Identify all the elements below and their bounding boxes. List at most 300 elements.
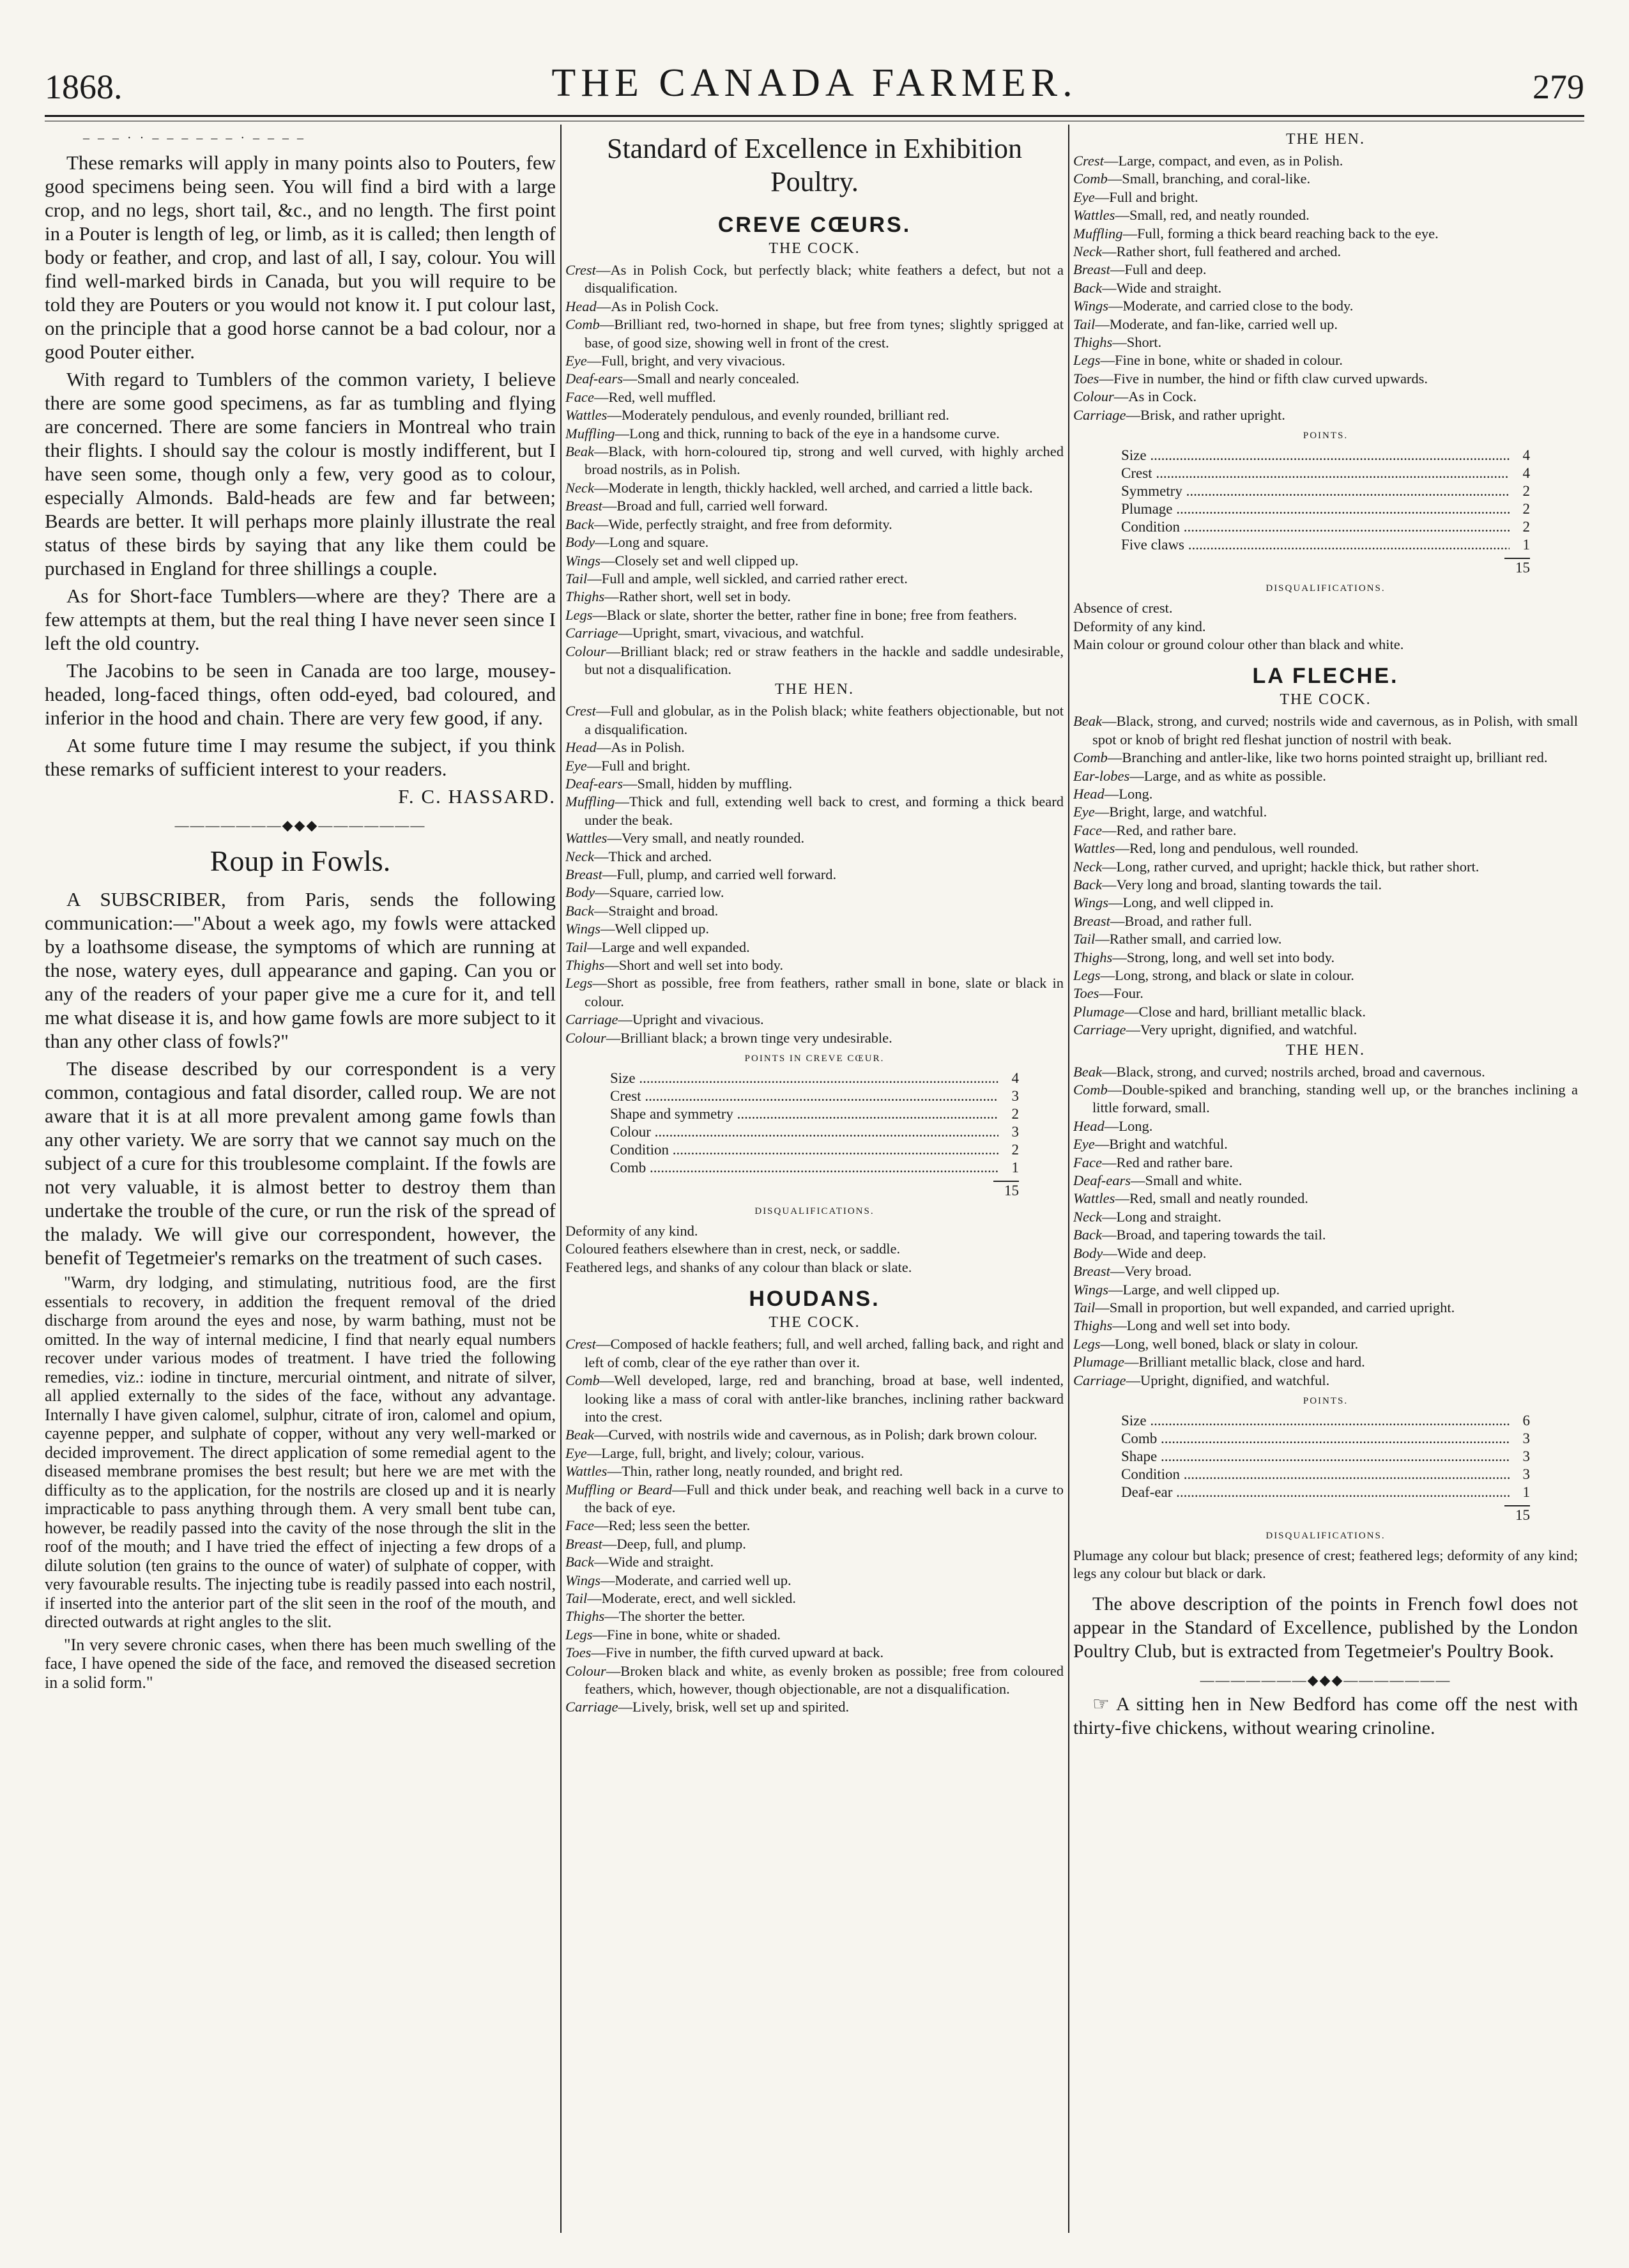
entry-description: Broad, and tapering towards the tail. [1116, 1227, 1326, 1243]
entry-description: Moderate, and carried close to the body. [1122, 298, 1354, 314]
entry-description: Bright, large, and watchful. [1109, 804, 1267, 820]
entry-description: As in Polish Cock, but perfectly black; white feathers a defect, but not a disqualification. [585, 262, 1064, 296]
entry-dash: — [1107, 749, 1122, 766]
standard-entry [565, 1481, 1064, 1517]
entry-description: Full and bright. [601, 757, 691, 774]
entry-dash: — [1108, 894, 1123, 911]
points-row [610, 1087, 1019, 1105]
houdans-points-table [1121, 447, 1530, 577]
section-ornament: ———————◆◆◆——————— [174, 817, 426, 833]
entry-description: As in Polish Cock. [611, 298, 719, 314]
entry-dash: — [596, 739, 611, 756]
entry-term: Breast [1073, 261, 1110, 278]
standard-entry [565, 775, 1064, 793]
entry-description: Very upright, dignified, and watchful. [1140, 1022, 1358, 1038]
points-row [610, 1141, 1019, 1159]
points-row [610, 1105, 1019, 1123]
entry-term: Breast [1073, 1263, 1110, 1280]
entry-term: Tail [565, 1590, 588, 1606]
la-fleche-hen-list [1073, 1063, 1578, 1390]
entry-dash: — [1101, 876, 1117, 893]
standard-entry [565, 516, 1064, 533]
entry-term: Tail [565, 570, 588, 586]
entry-dash: — [1100, 967, 1115, 983]
standard-entry [1073, 261, 1578, 279]
entry-dash: — [586, 353, 602, 369]
entry-description: Very broad. [1124, 1263, 1192, 1280]
standard-entry [1073, 1003, 1578, 1021]
entry-description: Lively, brisk, well set up and spirited. [632, 1699, 850, 1715]
entry-dash: — [1115, 207, 1129, 224]
entry-dash: — [1099, 985, 1113, 1002]
points-label: Condition ..... [1121, 518, 1510, 536]
entry-term: Neck [1073, 1208, 1102, 1225]
entry-dash: — [1103, 153, 1119, 169]
entry-description: Long and square. [609, 534, 709, 551]
entry-dash: — [1122, 225, 1137, 241]
column-3 [1073, 131, 1578, 2233]
standard-entry [1073, 1208, 1578, 1226]
header-year: 1868. [45, 68, 123, 106]
header-rule [45, 115, 1584, 121]
entry-description: Well developed, large, red and branching, broad at base, well indented, looking like a mass of coral with antler-like branches, inclining rather backward into the crest. [585, 1372, 1064, 1425]
standard-entry [1073, 1335, 1578, 1353]
standard-entry [1073, 1299, 1578, 1317]
entry-term: Thighs [1073, 334, 1113, 351]
entry-term: Comb [1073, 749, 1108, 766]
entry-term: Colour [1073, 388, 1114, 405]
entry-dash: — [1129, 767, 1144, 784]
entry-dash: — [593, 848, 609, 864]
entry-term: Thighs [1073, 1317, 1113, 1334]
entry-dash: — [587, 939, 602, 955]
standard-entry [565, 1553, 1064, 1571]
entry-dash: — [1107, 171, 1122, 187]
entry-description: Curved, with nostrils wide and cavernous, as in Polish; dark brown colour. [608, 1427, 1037, 1443]
creve-points-heading: POINTS IN CREVE CŒUR. [744, 1054, 885, 1064]
entry-term: Head [1073, 785, 1105, 802]
creve-coeurs-heading: CREVE CŒURS. [717, 213, 912, 237]
page-header [45, 61, 1584, 118]
entry-dash: — [606, 1029, 621, 1046]
standard-entry [1073, 170, 1578, 188]
entry-description: Moderate, and fan-like, carried well up. [1109, 316, 1338, 332]
entry-dash: — [595, 262, 611, 278]
entry-term: Wings [565, 552, 601, 569]
entry-dash: — [1100, 352, 1115, 369]
entry-dash: — [596, 298, 611, 314]
standard-entry [565, 533, 1064, 551]
points-value: 6 [1522, 1412, 1530, 1429]
entry-dash: — [1110, 261, 1125, 278]
entry-description: Large, full, bright, and lively; colour, various. [601, 1444, 864, 1461]
points-value: 2 [1522, 519, 1530, 535]
entry-term: Toes [1073, 985, 1099, 1002]
standard-entry [1073, 949, 1578, 967]
entry-description: Full and ample, well sickled, and carried rather erect. [601, 570, 908, 586]
entry-dash: — [1094, 804, 1110, 820]
page-number: 279 [1533, 68, 1584, 106]
disqualification-item: Coloured feathers elsewhere than in crest, neck, or saddle. [565, 1241, 901, 1257]
standard-entry [1073, 1021, 1578, 1039]
entry-term: Face [1073, 1154, 1102, 1170]
standard-entry [565, 1462, 1064, 1480]
entry-description: Large, compact, and even, as in Polish. [1118, 153, 1343, 169]
entry-description: Full and bright. [1109, 188, 1198, 205]
entry-description: Small and nearly concealed. [637, 371, 800, 387]
standard-entry [565, 316, 1064, 352]
entry-description: Large, and as white as possible. [1143, 767, 1326, 784]
points-label: Size ..... [1121, 1412, 1510, 1430]
entry-term: Beak [1073, 713, 1102, 730]
points-row [1121, 536, 1530, 554]
paragraph: As for Short-face Tumblers—where are they? There are a few attempts at them, but the real thing I have never seen since I left the old country. [45, 585, 556, 654]
entry-dash: — [1112, 334, 1127, 351]
points-row [1121, 500, 1530, 518]
standard-entry [565, 739, 1064, 756]
la-fleche-hen-heading: THE HEN. [1286, 1041, 1365, 1059]
column-divider-1 [560, 125, 562, 2233]
standard-entry [565, 298, 1064, 316]
standard-entry [1073, 225, 1578, 243]
paragraph: The Jacobins to be seen in Canada are too large, mousey-headed, long-faced things, often odd-eyed, bad coloured, and inferior in the hood and chain. There are very few good, if any. [45, 659, 556, 729]
entry-description: Long, strong, and black or slate in colour. [1115, 967, 1354, 983]
disqualification-item: Deformity of any kind. [1073, 618, 1206, 634]
entry-dash: — [593, 1427, 609, 1443]
roup-article [45, 887, 556, 1269]
points-label: Size ..... [1121, 447, 1510, 464]
entry-term: Wings [1073, 298, 1109, 314]
points-label: Condition ..... [610, 1141, 998, 1159]
entry-description: Small, red, and neatly rounded. [1129, 207, 1310, 224]
entry-term: Carriage [1073, 1372, 1126, 1388]
points-total: 15 [1515, 560, 1530, 576]
entry-term: Carriage [565, 625, 618, 641]
standard-entry [1073, 876, 1578, 894]
points-label: Comb ..... [1121, 1430, 1510, 1448]
standard-entry [1073, 351, 1578, 369]
entry-dash: — [1126, 1372, 1141, 1388]
entry-term: Tail [1073, 1299, 1096, 1315]
houdans-cock-list [565, 1335, 1064, 1717]
entry-term: Head [565, 739, 597, 756]
points-value: 3 [1011, 1124, 1019, 1140]
entry-term: Wattles [565, 1463, 608, 1480]
entry-description: Thick and arched. [608, 848, 712, 864]
entry-term: Colour [565, 1662, 606, 1679]
entry-description: Strong, long, and well set into body. [1126, 949, 1335, 965]
entry-description: Black, strong, and curved; nostrils wide and cavernous, as in Polish, with small spot or knob of bright red fleshat junction of nostril with beak. [1092, 713, 1578, 747]
entry-dash: — [618, 1011, 633, 1028]
entry-dash: — [1108, 1281, 1123, 1298]
entry-description: Well clipped up. [615, 921, 710, 937]
entry-description: Red, small and neatly rounded. [1129, 1190, 1308, 1207]
entry-description: Wide and straight. [1116, 279, 1222, 296]
entry-term: Back [565, 1554, 594, 1570]
points-label: Deaf-ear ..... [1121, 1483, 1510, 1501]
entry-dash: — [1101, 822, 1117, 838]
standard-entry [565, 939, 1064, 956]
points-row [1121, 1466, 1530, 1483]
entry-term: Deaf-ears [1073, 1172, 1131, 1189]
points-label: Symmetry ..... [1121, 482, 1510, 500]
entry-dash: — [607, 407, 622, 424]
entry-term: Wings [1073, 894, 1109, 911]
entry-term: Wattles [1073, 207, 1115, 224]
standard-entry [1073, 930, 1578, 948]
creve-disq-heading: DISQUALIFICATIONS. [754, 1206, 875, 1217]
entry-dash: — [607, 1463, 622, 1480]
standard-entry [1073, 333, 1578, 351]
standard-entry [565, 1517, 1064, 1535]
points-label: Five claws ..... [1121, 536, 1510, 554]
entry-term: Back [1073, 279, 1102, 296]
standard-entry [565, 497, 1064, 515]
entry-term: Plumage [1073, 1003, 1124, 1020]
standard-entry [1073, 1135, 1578, 1153]
entry-dash: — [593, 388, 609, 405]
entry-description: Thick and full, extending well back to crest, and forming a thick beard under the beak. [585, 793, 1064, 828]
entry-term: Crest [565, 703, 596, 719]
entry-dash: — [599, 316, 615, 333]
entry-description: Broad and full, carried well forward. [616, 498, 828, 514]
entry-term: Face [565, 1517, 594, 1534]
entry-term: Eye [565, 1444, 587, 1461]
tegetmeier-quote [45, 1273, 556, 1692]
entry-description: Four. [1113, 985, 1143, 1002]
entry-dash: — [615, 793, 629, 810]
entry-term: Neck [1073, 858, 1102, 875]
entry-dash: — [618, 625, 633, 641]
french-fowl-note: The above description of the points in French fowl does not appear in the Standard of Excellence, published by the London Poultry Club, but is extracted from Tegetmeier's Poultry Book. [1073, 1593, 1578, 1662]
entry-description: Red and rather bare. [1116, 1154, 1233, 1170]
entry-term: Thighs [1073, 949, 1113, 965]
standard-entry [1073, 206, 1578, 224]
entry-term: Muffling [565, 793, 615, 810]
entry-term: Legs [1073, 967, 1101, 983]
sitting-hen-note: ☞ A sitting hen in New Bedford has come off the nest with thirty-five chickens, without wearing crinoline. [1073, 1693, 1578, 1738]
standard-entry [1073, 712, 1578, 749]
la-fleche-points-table [1121, 1412, 1530, 1524]
standard-title: Standard of Excellence in Exhibition Poultry. [606, 133, 1023, 197]
points-row [1121, 1483, 1530, 1501]
standard-entry [565, 848, 1064, 866]
entry-description: Wide and deep. [1117, 1245, 1207, 1261]
entry-term: Beak [1073, 1063, 1102, 1080]
standard-entry [565, 261, 1064, 298]
standard-entry [1073, 388, 1578, 406]
entry-term: Plumage [1073, 1354, 1124, 1370]
entry-dash: — [593, 902, 609, 919]
standard-entry [565, 866, 1064, 884]
entry-term: Legs [1073, 352, 1101, 369]
standard-entry [565, 1698, 1064, 1716]
entry-description: Brilliant black; a brown tinge very undesirable. [620, 1029, 892, 1046]
entry-dash: — [1095, 316, 1110, 332]
standard-entry [1073, 1081, 1578, 1117]
entry-dash: — [593, 479, 609, 496]
standard-entry [565, 829, 1064, 847]
points-row [1121, 1448, 1530, 1466]
standard-entry [565, 388, 1064, 406]
la-fleche-cock-list [1073, 712, 1578, 1039]
entry-dash: — [602, 1535, 617, 1552]
entry-description: Close and hard, brilliant metallic black. [1138, 1003, 1366, 1020]
points-value: 1 [1522, 1483, 1530, 1500]
paragraph: "In very severe chronic cases, when there has been much swelling of the face, I have opened the side of the face, and removed the diseased secretion in a solid form." [45, 1635, 556, 1692]
entry-dash: — [593, 1517, 609, 1534]
entry-dash: — [1110, 1263, 1125, 1280]
entry-description: Large and well expanded. [601, 939, 750, 955]
standard-entry [1073, 316, 1578, 333]
entry-description: Rather small, and carried low. [1109, 931, 1282, 947]
entry-description: Wide and straight. [608, 1554, 714, 1570]
entry-description: Full, forming a thick beard reaching back to the eye. [1137, 225, 1439, 241]
points-total: 15 [1004, 1183, 1019, 1199]
column-divider-2 [1068, 125, 1069, 2233]
entry-description: Red, long and pendulous, well rounded. [1129, 840, 1359, 857]
la-fleche-disq-text: Plumage any colour but black; presence of crest; feathered legs; deformity of any kind; legs any colour but black or dark. [1073, 1547, 1578, 1582]
entry-term: Muffling [565, 425, 615, 441]
houdans-hen-list [1073, 152, 1578, 424]
entry-description: Brisk, and rather upright. [1140, 406, 1285, 423]
entry-description: Full and thick under beak, and reaching well back in a curve to the back of eye. [585, 1481, 1064, 1515]
entry-description: Very small, and neatly rounded. [621, 830, 805, 847]
entry-description: Red, well muffled. [608, 388, 716, 405]
points-total: 15 [1515, 1506, 1530, 1523]
entry-dash: — [595, 703, 611, 719]
entry-dash: — [615, 425, 629, 441]
points-row [610, 1069, 1019, 1087]
standard-entry [1073, 406, 1578, 424]
entry-dash: — [1126, 1022, 1141, 1038]
entry-dash: — [1094, 188, 1110, 205]
creve-points-table [610, 1069, 1019, 1200]
entry-description: Closely set and well clipped up. [615, 552, 799, 569]
points-value: 1 [1522, 537, 1530, 553]
entry-description: Full and globular, as in the Polish black; white feathers objectionable, but not a disqualification. [585, 703, 1064, 737]
entry-term: Thighs [565, 1608, 605, 1625]
entry-term: Toes [1073, 370, 1099, 387]
entry-dash: — [602, 866, 617, 882]
standard-entry [1073, 1353, 1578, 1371]
entry-term: Wattles [565, 407, 608, 424]
entry-dash: — [606, 1662, 621, 1679]
entry-description: Large, and well clipped up. [1122, 1281, 1280, 1298]
entry-dash: — [1099, 370, 1113, 387]
entry-term: Tail [1073, 316, 1096, 332]
entry-dash: — [1101, 1208, 1117, 1225]
standard-entry [1073, 839, 1578, 857]
la-fleche-points-heading: POINTS. [1303, 1395, 1349, 1406]
points-value: 1 [1011, 1160, 1019, 1176]
creve-hen-list [565, 702, 1064, 1047]
standard-entry [1073, 858, 1578, 876]
standard-entry [565, 884, 1064, 901]
entry-term: Wattles [1073, 1190, 1115, 1207]
entry-description: Long. [1119, 785, 1153, 802]
entry-term: Carriage [565, 1011, 618, 1028]
houdans-disq-list [1073, 599, 1578, 654]
entry-term: Neck [565, 848, 594, 864]
paragraph: These remarks will apply in many points also to Pouters, few good specimens being seen. You will find a bird with a large crop, and no legs, short tail, &c., and no length. The first point in a Pouter is length of leg, or limb, as it is called; then length of body or feather, and crop, and last of all, I say, colour. You will find well-marked birds in Canada, but you will require to be told they are Pouters or you would not know it. I put colour last, on the principle that a good horse cannot be a bad colour, nor a good Pouter either. [45, 151, 556, 363]
entry-description: Upright, smart, vivacious, and watchful. [632, 625, 864, 641]
entry-dash: — [1101, 1154, 1117, 1170]
entry-term: Thighs [565, 957, 605, 974]
entry-term: Face [1073, 822, 1102, 838]
entry-dash: — [606, 643, 621, 659]
entry-dash: — [671, 1481, 687, 1498]
entry-dash: — [587, 570, 602, 586]
entry-term: Comb [565, 1372, 600, 1389]
entry-term: Breast [1073, 912, 1110, 929]
entry-dash: — [587, 1590, 602, 1606]
standard-entry [565, 1607, 1064, 1625]
disqualification-item: Deformity of any kind. [565, 1223, 698, 1239]
entry-term: Comb [1073, 171, 1108, 187]
entry-description: Double-spiked and branching, standing well up, or the branches inclining a little forward, small. [1092, 1082, 1578, 1116]
standard-entry [565, 1029, 1064, 1047]
entry-description: Full and deep. [1124, 261, 1207, 278]
entry-dash: — [1130, 1172, 1145, 1189]
entry-term: Neck [565, 479, 594, 496]
entry-term: Toes [565, 1644, 592, 1661]
entry-term: Crest [1073, 153, 1104, 169]
entry-term: Colour [565, 1029, 606, 1046]
points-value: 3 [1522, 1448, 1530, 1464]
entry-term: Eye [565, 757, 587, 774]
standard-entry [565, 757, 1064, 775]
points-label: Crest ..... [610, 1087, 998, 1105]
points-value: 2 [1011, 1106, 1019, 1123]
entry-dash: — [1112, 949, 1127, 965]
houdans-heading: HOUDANS. [749, 1287, 880, 1312]
entry-term: Breast [565, 866, 602, 882]
entry-description: Rather short, well set in body. [618, 588, 791, 605]
standard-entry [565, 406, 1064, 424]
standard-entry [1073, 985, 1578, 1002]
entry-term: Back [1073, 1227, 1102, 1243]
points-value: 2 [1522, 501, 1530, 517]
houdans-points-heading: POINTS. [1303, 431, 1349, 441]
standard-entry [565, 370, 1064, 388]
standard-entry [1073, 967, 1578, 985]
entry-term: Crest [565, 262, 596, 278]
points-row [1121, 482, 1530, 500]
entry-dash: — [593, 516, 609, 532]
standard-entry [565, 606, 1064, 624]
entry-description: Rather short, full feathered and arched. [1116, 243, 1342, 260]
entry-description: Fine in bone, white or shaded. [607, 1626, 781, 1643]
entry-dash: — [586, 1444, 602, 1461]
standard-entry [565, 1011, 1064, 1029]
entry-description: Small and white. [1145, 1172, 1243, 1189]
entry-term: Head [565, 298, 597, 314]
points-row [1121, 464, 1530, 482]
entry-dash: — [1115, 840, 1129, 857]
entry-dash: — [593, 1554, 609, 1570]
entry-description: Black or slate, shorter the better, rather fine in bone; free from feathers. [607, 606, 1017, 623]
entry-dash: — [595, 534, 609, 551]
entry-term: Legs [565, 1626, 593, 1643]
standard-entry [565, 1335, 1064, 1372]
houdans-cock-heading: THE COCK. [769, 1314, 860, 1331]
points-label: Crest ..... [1121, 464, 1510, 482]
entry-term: Deaf-ears [565, 371, 623, 387]
entry-term: Deaf-ears [565, 775, 623, 792]
houdans-hen-heading: THE HEN. [1286, 131, 1365, 148]
entry-description: Upright and vivacious. [632, 1011, 764, 1028]
